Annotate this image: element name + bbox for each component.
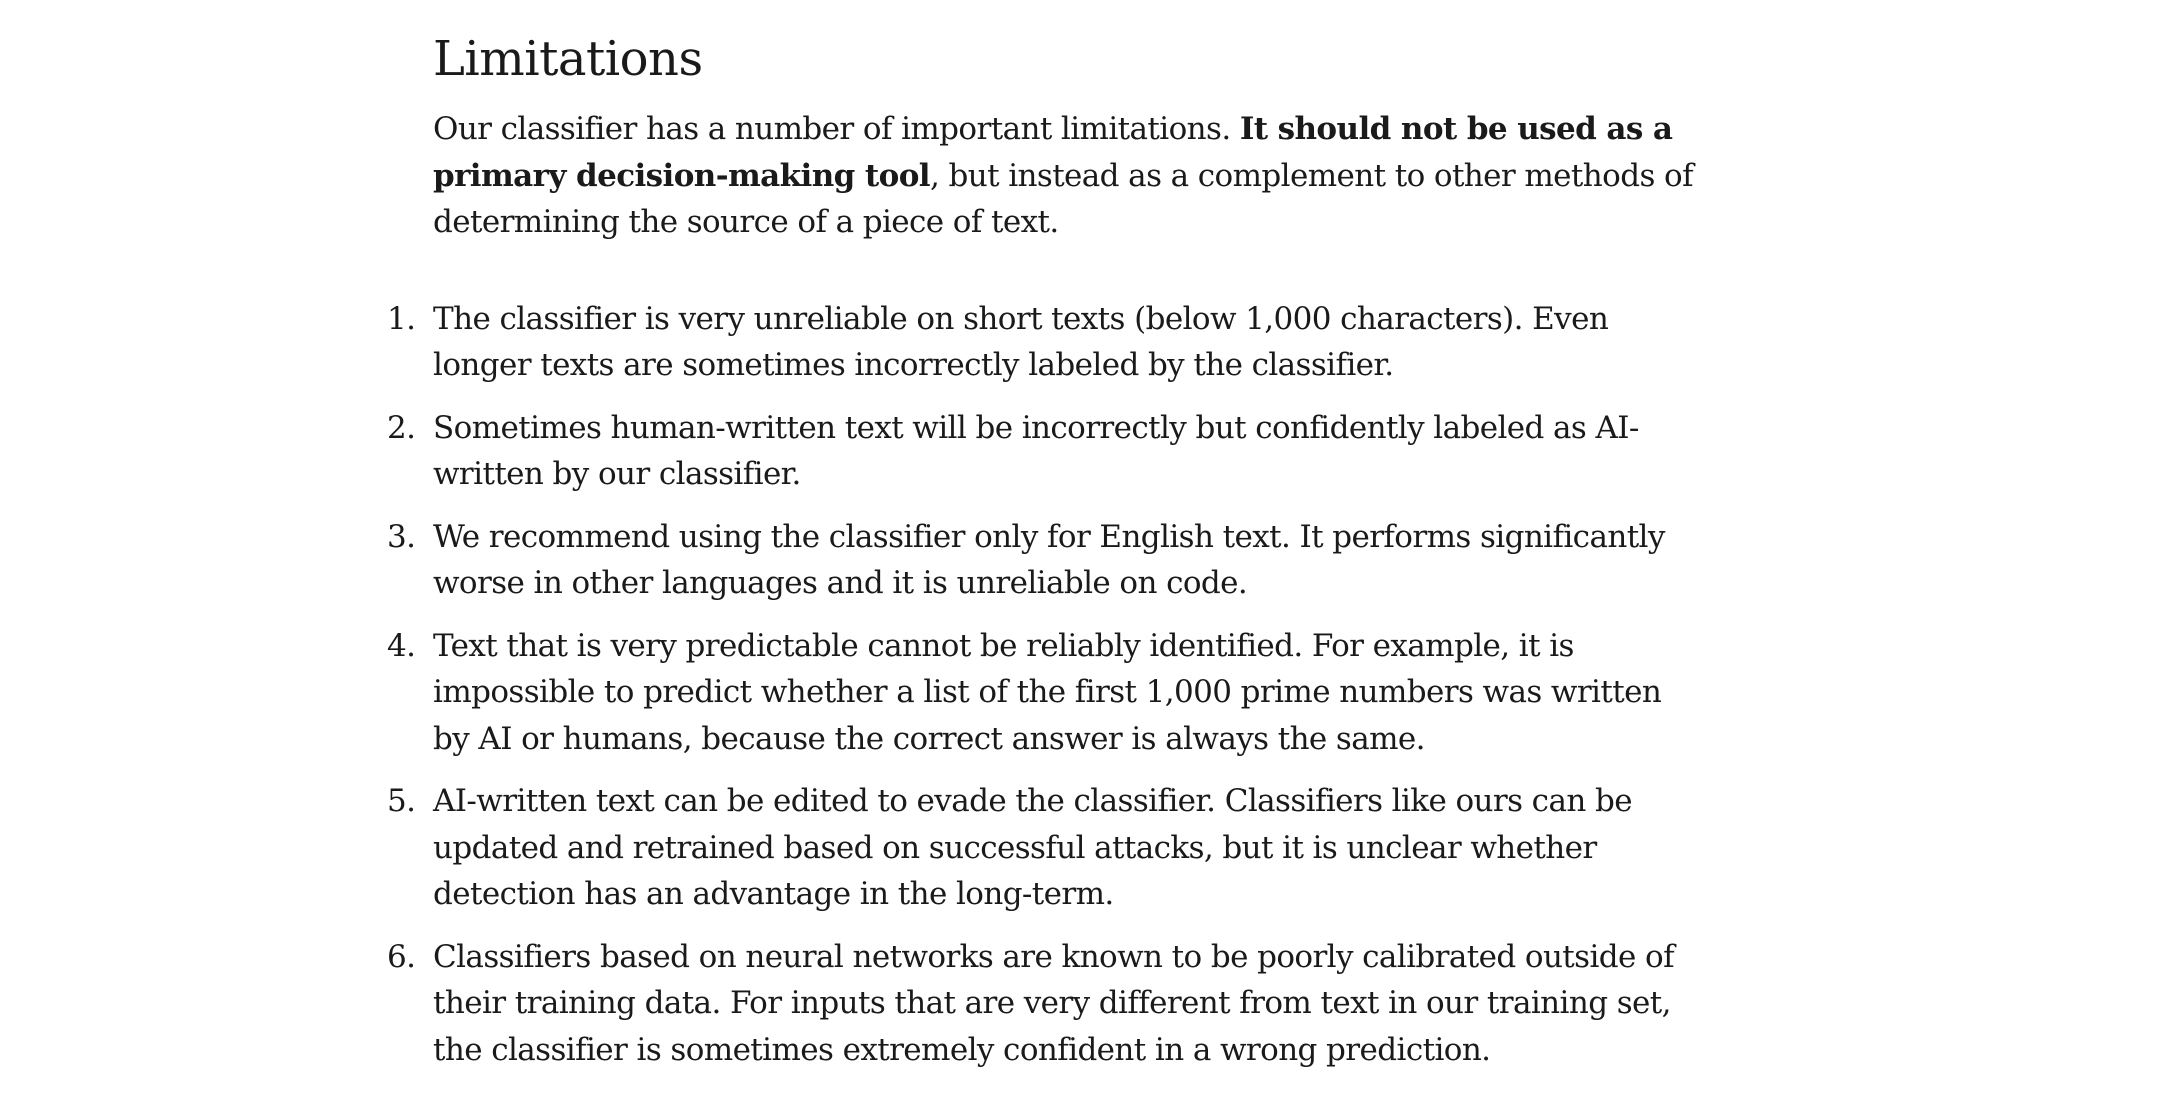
section-title: Limitations	[433, 31, 703, 87]
list-item	[387, 405, 1693, 498]
intro-paragraph	[433, 106, 1693, 246]
list-item-number: 3.	[387, 518, 416, 555]
list-item-number: 1.	[387, 300, 416, 337]
limitations-list	[387, 296, 1693, 1074]
intro-text-after: , but instead as a complement to other methods of determining the source of a piece of text.	[433, 157, 1693, 240]
intro-text-before: Our classifier has a number of important limitations.	[433, 111, 1240, 147]
list-item-number: 4.	[387, 627, 416, 664]
list-item-number: 5.	[387, 783, 416, 819]
article	[387, 24, 1693, 1089]
intro-text-bold: It should not be used as a primary decision-making tool	[433, 111, 1673, 194]
list-item	[387, 296, 1693, 389]
list-item-text: We recommend using the classifier only for English text. It performs significantly worse in other languages and it is unreliable on code.	[433, 518, 1665, 601]
list-item	[387, 623, 1693, 763]
list-item-text: AI-written text can be edited to evade the classifier. Classifiers like ours can be updated and retrained based on successful attacks, but it is unclear whether detection has an advantage in the long-term.	[433, 783, 1632, 912]
list-item	[387, 514, 1693, 607]
list-item	[387, 778, 1693, 918]
list-item-text: Text that is very predictable cannot be reliably identified. For example, it is impossible to predict whether a list of the first 1,000 prime numbers was written by AI or humans, because the correct answer is always the same.	[433, 627, 1662, 757]
list-item-text: Sometimes human-written text will be incorrectly but confidently labeled as AI-written by our classifier.	[433, 409, 1639, 492]
list-item-text: The classifier is very unreliable on short texts (below 1,000 characters). Even longer texts are sometimes incorrectly labeled by the classifier.	[433, 300, 1609, 383]
list-item	[387, 934, 1693, 1074]
list-item-number: 2.	[387, 409, 416, 446]
list-item-number: 6.	[387, 938, 416, 975]
list-item-text: Classifiers based on neural networks are known to be poorly calibrated outside of their training data. For inputs that are very different from text in our training set, the classifier is sometimes extremely confident in a wrong prediction.	[433, 938, 1674, 1068]
